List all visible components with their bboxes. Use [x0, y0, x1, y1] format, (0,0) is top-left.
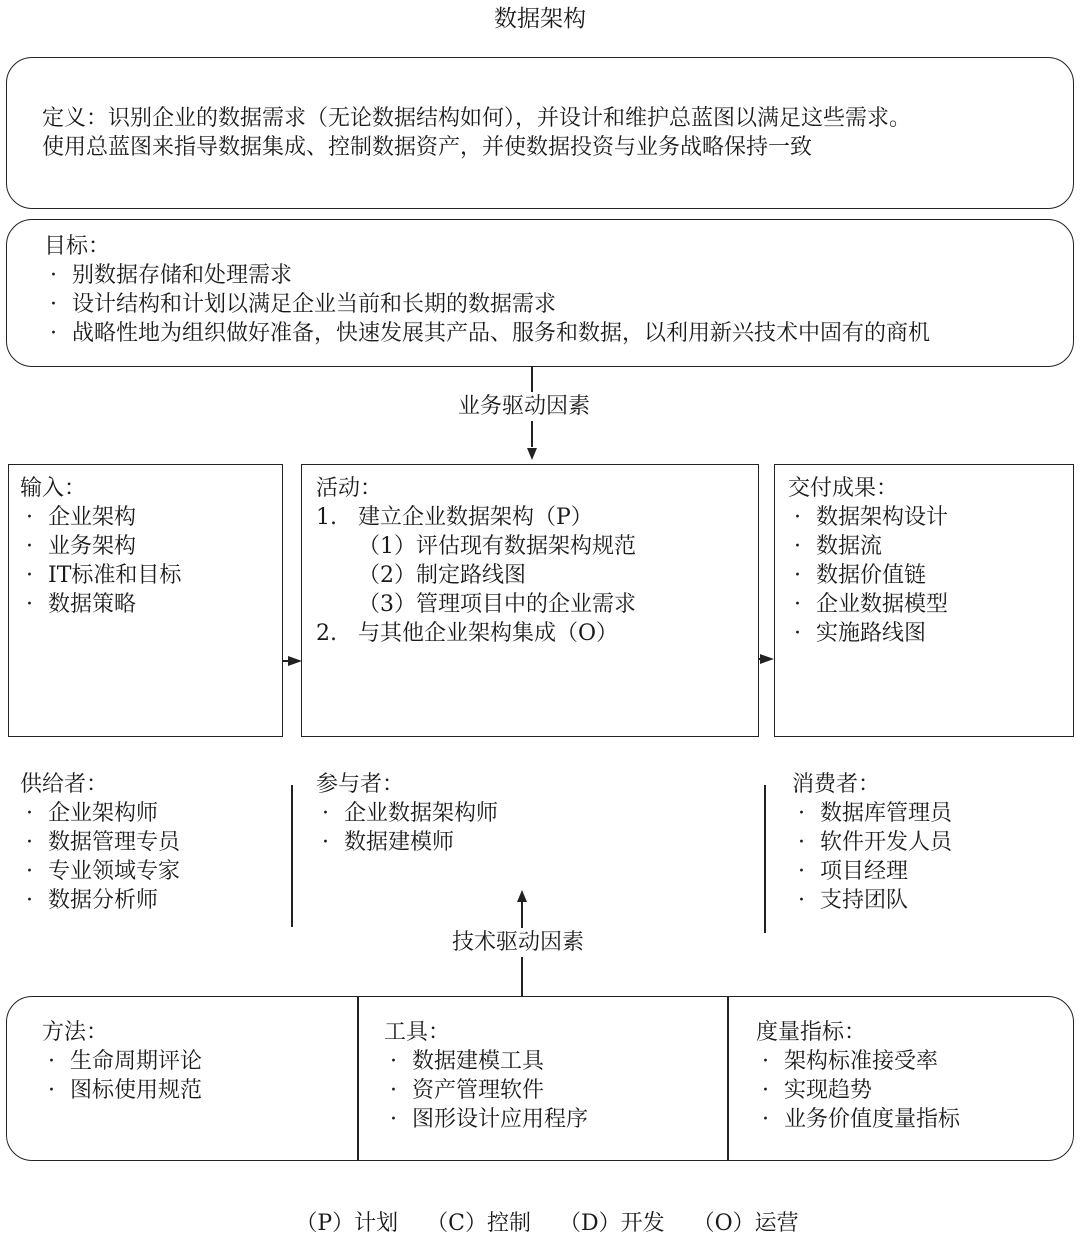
technical-drivers-label: 技术驱动因素: [446, 928, 590, 957]
inputs-list: [20, 503, 181, 619]
suppliers-content: [20, 770, 180, 915]
activity-number: 1.: [316, 505, 337, 530]
metrics-heading: 度量指标：: [756, 1020, 867, 1045]
goals-heading: 目标：: [44, 234, 111, 259]
business-drivers-label: 业务驱动因素: [452, 392, 596, 421]
activities-heading: 活动：: [316, 476, 383, 501]
tool-item: · 数据建模工具: [384, 1047, 588, 1076]
definition-line-1: 定义：识别企业的数据需求（无论数据结构如何），并设计和维护总蓝图以满足这些需求。: [42, 106, 912, 131]
participants-heading: 参与者：: [316, 772, 405, 797]
goal-item: · 战略性地为组织做好准备，快速发展其产品、服务和数据，以利用新兴技术中固有的商机: [44, 319, 1069, 348]
inputs-content: [20, 474, 181, 619]
goals-list: [44, 261, 1069, 348]
deliverable-item: · 数据价值链: [788, 561, 948, 590]
metrics-list: [756, 1047, 960, 1134]
metric-item: · 架构标准接受率: [756, 1047, 960, 1076]
methods-list: [42, 1047, 202, 1105]
consumer-item: · 支持团队: [792, 886, 952, 915]
goals-content: [44, 232, 1069, 348]
activity-label: 建立企业数据架构（P）: [358, 505, 593, 530]
activity-number: 2.: [316, 621, 337, 646]
suppliers-heading: 供给者：: [20, 772, 109, 797]
consumers-list: [792, 799, 952, 915]
legend-plan: （P）计划: [295, 1211, 399, 1236]
input-item: · 业务架构: [20, 532, 181, 561]
tools-heading: 工具：: [384, 1020, 451, 1045]
activity-subitem: （2）制定路线图: [358, 563, 526, 588]
method-item: · 生命周期评论: [42, 1047, 202, 1076]
activity-subitem: （1）评估现有数据架构规范: [358, 534, 636, 559]
definition-text: [42, 104, 1067, 162]
divider-right: [764, 785, 766, 933]
metric-item: · 实现趋势: [756, 1076, 960, 1105]
tool-item: · 图形设计应用程序: [384, 1105, 588, 1134]
activity-item: [316, 503, 636, 619]
consumers-content: [792, 770, 952, 915]
deliverable-item: · 企业数据模型: [788, 590, 948, 619]
methods-content: [42, 1018, 202, 1105]
supplier-item: · 专业领域专家: [20, 857, 180, 886]
supplier-item: · 数据分析师: [20, 886, 180, 915]
participant-item: · 数据建模师: [316, 828, 498, 857]
deliverable-item: · 数据流: [788, 532, 948, 561]
participant-item: · 企业数据架构师: [316, 799, 498, 828]
metrics-content: [756, 1018, 960, 1134]
activity-item: [316, 619, 636, 648]
input-item: · IT标准和目标: [20, 561, 181, 590]
consumer-item: · 软件开发人员: [792, 828, 952, 857]
participants-list: [316, 799, 498, 857]
supplier-item: · 数据管理专员: [20, 828, 180, 857]
goal-item: · 别数据存储和处理需求: [44, 261, 1069, 290]
deliverables-content: [788, 474, 948, 648]
activities-content: [316, 474, 636, 648]
activity-label: 与其他企业架构集成（O）: [358, 621, 619, 646]
tool-item: · 资产管理软件: [384, 1076, 588, 1105]
activities-list: [316, 503, 636, 648]
legend-develop: （D）开发: [558, 1211, 665, 1236]
deliverable-item: · 数据架构设计: [788, 503, 948, 532]
methods-heading: 方法：: [42, 1020, 109, 1045]
tools-content: [384, 1018, 588, 1134]
participants-content: [316, 770, 498, 857]
consumer-item: · 项目经理: [792, 857, 952, 886]
definition-line-2: 使用总蓝图来指导数据集成、控制数据资产，并使数据投资与业务战略保持一致: [42, 135, 813, 160]
diagram-title: 数据架构: [494, 6, 586, 32]
inputs-heading: 输入：: [20, 476, 87, 501]
tools-list: [384, 1047, 588, 1134]
business-driver-arrow: [527, 448, 537, 460]
deliverables-list: [788, 503, 948, 648]
divider-left: [291, 785, 293, 927]
deliverables-heading: 交付成果：: [788, 476, 899, 501]
bottom-divider-1: [357, 997, 359, 1160]
consumers-heading: 消费者：: [792, 772, 881, 797]
legend: [0, 1180, 1080, 1238]
legend-operate: （O）运营: [692, 1211, 799, 1236]
input-item: · 数据策略: [20, 590, 181, 619]
consumer-item: · 数据库管理员: [792, 799, 952, 828]
suppliers-list: [20, 799, 180, 915]
goal-item: · 设计结构和计划以满足企业当前和长期的数据需求: [44, 290, 1069, 319]
legend-control: （C）控制: [426, 1211, 531, 1236]
bottom-divider-2: [727, 997, 729, 1160]
input-item: · 企业架构: [20, 503, 181, 532]
method-item: · 图标使用规范: [42, 1076, 202, 1105]
deliverable-item: · 实施路线图: [788, 619, 948, 648]
metric-item: · 业务价值度量指标: [756, 1105, 960, 1134]
activity-to-deliverable-arrow: [760, 654, 774, 664]
supplier-item: · 企业架构师: [20, 799, 180, 828]
activity-subitem: （3）管理项目中的企业需求: [358, 592, 636, 617]
input-to-activity-arrow: [288, 656, 302, 666]
